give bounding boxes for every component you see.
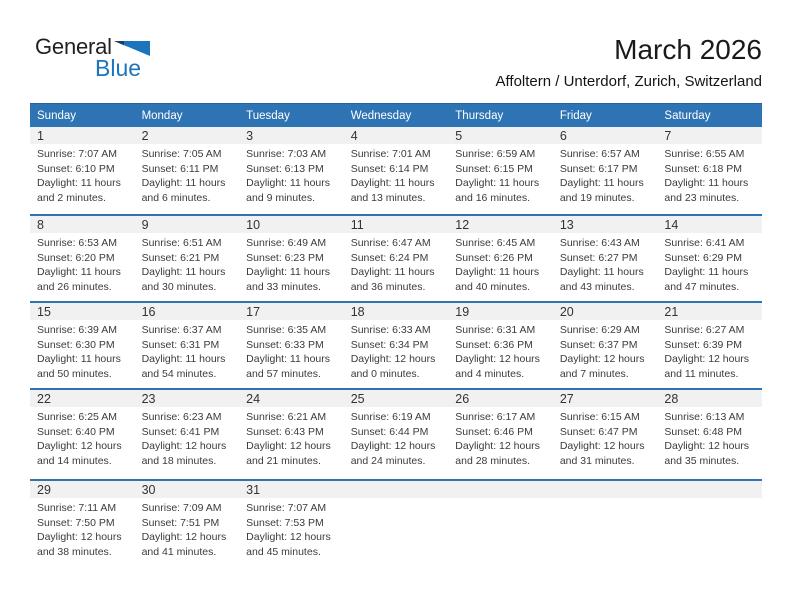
- day-cell: [239, 390, 344, 479]
- daylight-text: Daylight: 12 hours and 0 minutes.: [350, 353, 436, 380]
- sunset-text: Sunset: 6:43 PM: [246, 425, 324, 438]
- day-details: [135, 407, 240, 468]
- sunrise-text: Sunrise: 6:37 AM: [141, 324, 222, 336]
- day-details: [30, 320, 135, 381]
- day-details: [344, 407, 449, 468]
- sunset-text: Sunset: 7:53 PM: [246, 516, 324, 529]
- sunrise-text: Sunrise: 6:19 AM: [350, 411, 431, 423]
- daylight-text: Daylight: 11 hours and 23 minutes.: [664, 177, 749, 204]
- day-details: [30, 233, 135, 294]
- weekday-header-tuesday: Tuesday: [246, 109, 290, 122]
- day-number: 12: [455, 218, 470, 232]
- day-details: [239, 498, 344, 559]
- day-details: [344, 233, 449, 294]
- sunrise-text: Sunrise: 6:55 AM: [664, 148, 745, 160]
- day-details: [135, 233, 240, 294]
- daylight-text: Daylight: 12 hours and 24 minutes.: [350, 440, 436, 467]
- page-title: March 2026: [614, 34, 762, 65]
- day-cell: [448, 390, 553, 479]
- day-number: 11: [350, 218, 364, 232]
- day-cell: [657, 303, 762, 388]
- week-row: [30, 479, 762, 571]
- logo-text-general: [35, 34, 150, 59]
- sunrise-text: Sunrise: 6:35 AM: [246, 324, 327, 336]
- daylight-text: Daylight: 11 hours and 36 minutes.: [350, 266, 435, 293]
- sunset-text: Sunset: 6:17 PM: [559, 162, 638, 175]
- sunset-text: Sunset: 7:50 PM: [37, 516, 115, 529]
- sunrise-text: Sunrise: 6:57 AM: [559, 148, 640, 160]
- week-row: [30, 127, 762, 214]
- empty-cell: [344, 481, 449, 571]
- daylight-text: Daylight: 11 hours and 57 minutes.: [246, 353, 330, 380]
- daylight-text: Daylight: 11 hours and 6 minutes.: [141, 177, 226, 204]
- week-row: [30, 301, 762, 388]
- day-cell: [135, 127, 240, 214]
- day-number: 16: [141, 305, 156, 319]
- day-cell: [135, 481, 240, 571]
- sunset-text: Sunset: 6:44 PM: [350, 425, 429, 438]
- daylight-text: Daylight: 11 hours and 33 minutes.: [246, 266, 330, 293]
- sunset-text: Sunset: 6:29 PM: [664, 251, 743, 264]
- sunrise-text: Sunrise: 6:33 AM: [350, 324, 431, 336]
- sunset-text: Sunset: 6:46 PM: [455, 425, 533, 438]
- day-number: 28: [664, 392, 679, 406]
- empty-cell: [448, 481, 553, 571]
- sunrise-text: Sunrise: 7:03 AM: [246, 148, 327, 160]
- sunset-text: Sunset: 6:18 PM: [664, 162, 743, 175]
- day-number: 18: [350, 305, 365, 319]
- daylight-text: Daylight: 12 hours and 4 minutes.: [455, 353, 540, 380]
- day-cell: [344, 216, 449, 301]
- day-details: [30, 407, 135, 468]
- daylight-text: Daylight: 11 hours and 16 minutes.: [455, 177, 540, 204]
- day-number: 6: [559, 129, 567, 143]
- sunset-text: Sunset: 6:23 PM: [246, 251, 324, 264]
- day-number: 22: [37, 392, 51, 406]
- sunrise-text: Sunrise: 6:41 AM: [664, 237, 745, 249]
- sunrise-text: Sunrise: 6:17 AM: [455, 411, 536, 423]
- day-number: 24: [246, 392, 261, 406]
- day-number: 14: [664, 218, 679, 232]
- sunrise-text: Sunrise: 6:59 AM: [455, 148, 536, 160]
- sunrise-text: Sunrise: 6:23 AM: [141, 411, 222, 423]
- sunset-text: Sunset: 6:41 PM: [141, 425, 220, 438]
- sunset-text: Sunset: 6:39 PM: [664, 338, 743, 351]
- weekday-header-saturday: Saturday: [664, 109, 711, 122]
- sunset-text: Sunset: 6:27 PM: [559, 251, 638, 264]
- day-number: 17: [246, 305, 261, 319]
- daylight-text: Daylight: 12 hours and 38 minutes.: [37, 531, 122, 558]
- day-details: [553, 233, 658, 294]
- daylight-text: Daylight: 12 hours and 11 minutes.: [664, 353, 750, 380]
- sunset-text: Sunset: 6:37 PM: [559, 338, 638, 351]
- day-cell: [30, 127, 135, 214]
- sunset-text: Sunset: 6:20 PM: [37, 251, 115, 264]
- day-number: 15: [37, 305, 51, 319]
- daylight-text: Daylight: 11 hours and 54 minutes.: [141, 353, 226, 380]
- day-details: [448, 320, 553, 381]
- sunset-text: Sunset: 7:51 PM: [141, 516, 220, 529]
- day-details: [553, 407, 658, 468]
- day-cell: [657, 127, 762, 214]
- day-cell: [553, 216, 658, 301]
- day-details: [344, 144, 449, 205]
- sunset-text: Sunset: 6:30 PM: [37, 338, 115, 351]
- day-cell: [30, 303, 135, 388]
- week-row: [30, 214, 762, 301]
- day-details: [135, 320, 240, 381]
- day-number: 5: [455, 129, 463, 143]
- day-cell: [135, 216, 240, 301]
- sunrise-text: Sunrise: 7:11 AM: [37, 502, 117, 514]
- day-details: [448, 233, 553, 294]
- sunrise-text: Sunrise: 6:39 AM: [37, 324, 117, 336]
- weekday-header-wednesday: Wednesday: [350, 109, 412, 122]
- daylight-text: Daylight: 12 hours and 14 minutes.: [37, 440, 122, 467]
- sunset-text: Sunset: 6:14 PM: [350, 162, 429, 175]
- sunset-text: Sunset: 6:40 PM: [37, 425, 115, 438]
- sunrise-text: Sunrise: 6:31 AM: [455, 324, 536, 336]
- daylight-text: Daylight: 11 hours and 26 minutes.: [37, 266, 121, 293]
- week-row: [30, 388, 762, 479]
- weekday-header-row: [30, 103, 762, 127]
- sunset-text: Sunset: 6:26 PM: [455, 251, 533, 264]
- sunrise-text: Sunrise: 6:51 AM: [141, 237, 222, 249]
- sunset-text: Sunset: 6:21 PM: [141, 251, 220, 264]
- sunrise-text: Sunrise: 6:21 AM: [246, 411, 327, 423]
- day-cell: [448, 127, 553, 214]
- day-cell: [657, 390, 762, 479]
- day-details: [448, 144, 553, 205]
- day-number: 13: [559, 218, 574, 232]
- day-cell: [239, 216, 344, 301]
- day-number: 31: [246, 483, 261, 497]
- weekday-header-thursday: Thursday: [455, 109, 504, 122]
- day-details: [657, 407, 762, 468]
- general-blue-logo: [35, 34, 150, 81]
- sunset-text: Sunset: 6:36 PM: [455, 338, 533, 351]
- daylight-text: Daylight: 11 hours and 50 minutes.: [37, 353, 121, 380]
- sunrise-text: Sunrise: 6:45 AM: [455, 237, 536, 249]
- day-number: 9: [141, 218, 149, 232]
- day-number: 20: [559, 305, 574, 319]
- day-details: [657, 144, 762, 205]
- sunrise-text: Sunrise: 7:09 AM: [141, 502, 222, 514]
- logo-word-blue: Blue: [95, 55, 142, 81]
- day-cell: [344, 303, 449, 388]
- day-cell: [553, 303, 658, 388]
- day-number: 21: [664, 305, 679, 319]
- day-details: [135, 498, 240, 559]
- sunrise-text: Sunrise: 6:47 AM: [350, 237, 431, 249]
- sunrise-text: Sunrise: 6:25 AM: [37, 411, 117, 423]
- sunrise-text: Sunrise: 7:01 AM: [350, 148, 431, 160]
- calendar-weeks: [30, 127, 762, 571]
- sunrise-text: Sunrise: 6:15 AM: [559, 411, 640, 423]
- day-number: 23: [141, 392, 156, 406]
- sunrise-text: Sunrise: 6:27 AM: [664, 324, 745, 336]
- day-number: 1: [37, 129, 44, 143]
- sunset-text: Sunset: 6:10 PM: [37, 162, 115, 175]
- daylight-text: Daylight: 11 hours and 19 minutes.: [559, 177, 644, 204]
- daylight-text: Daylight: 12 hours and 31 minutes.: [559, 440, 645, 467]
- sunrise-text: Sunrise: 6:43 AM: [559, 237, 640, 249]
- day-cell: [448, 303, 553, 388]
- daylight-text: Daylight: 12 hours and 21 minutes.: [246, 440, 331, 467]
- daylight-text: Daylight: 11 hours and 30 minutes.: [141, 266, 226, 293]
- title-block: [496, 34, 763, 90]
- daylight-text: Daylight: 11 hours and 2 minutes.: [37, 177, 121, 204]
- day-cell: [30, 481, 135, 571]
- sunrise-text: Sunrise: 7:07 AM: [37, 148, 117, 160]
- day-details: [30, 144, 135, 205]
- day-details: [553, 320, 658, 381]
- day-details: [657, 233, 762, 294]
- day-number: 3: [246, 129, 254, 143]
- sunset-text: Sunset: 6:33 PM: [246, 338, 324, 351]
- day-number: 4: [350, 129, 358, 143]
- sunrise-text: Sunrise: 6:53 AM: [37, 237, 117, 249]
- sunset-text: Sunset: 6:48 PM: [664, 425, 743, 438]
- day-number: 10: [246, 218, 261, 232]
- day-details: [30, 498, 135, 559]
- sunrise-text: Sunrise: 6:29 AM: [559, 324, 640, 336]
- sunset-text: Sunset: 6:11 PM: [141, 162, 219, 175]
- sunrise-text: Sunrise: 7:05 AM: [141, 148, 222, 160]
- day-number: 8: [37, 218, 44, 232]
- day-number: 25: [350, 392, 365, 406]
- day-details: [239, 407, 344, 468]
- sunset-text: Sunset: 6:31 PM: [141, 338, 220, 351]
- day-cell: [135, 390, 240, 479]
- sunrise-text: Sunrise: 6:13 AM: [664, 411, 745, 423]
- daylight-text: Daylight: 11 hours and 40 minutes.: [455, 266, 540, 293]
- day-details: [344, 320, 449, 381]
- day-cell: [553, 390, 658, 479]
- weekday-header-sunday: Sunday: [37, 109, 77, 122]
- day-cell: [448, 216, 553, 301]
- day-cell: [344, 127, 449, 214]
- day-number: 19: [455, 305, 470, 319]
- day-cell: [344, 390, 449, 479]
- day-number: 2: [141, 129, 149, 143]
- day-details: [239, 144, 344, 205]
- daylight-text: Daylight: 12 hours and 18 minutes.: [141, 440, 227, 467]
- daylight-text: Daylight: 11 hours and 9 minutes.: [246, 177, 330, 204]
- sunset-text: Sunset: 6:24 PM: [350, 251, 429, 264]
- calendar-table: [30, 103, 762, 571]
- sunset-text: Sunset: 6:15 PM: [455, 162, 533, 175]
- day-number: 27: [559, 392, 574, 406]
- day-details: [657, 320, 762, 381]
- day-details: [448, 407, 553, 468]
- day-details: [135, 144, 240, 205]
- day-cell: [657, 216, 762, 301]
- day-number: 30: [141, 483, 156, 497]
- day-details: [239, 233, 344, 294]
- day-number: 29: [37, 483, 51, 497]
- day-number: 26: [455, 392, 470, 406]
- daylight-text: Daylight: 12 hours and 35 minutes.: [664, 440, 750, 467]
- day-cell: [30, 216, 135, 301]
- page-subtitle: Affoltern / Unterdorf, Zurich, Switzerland: [495, 73, 762, 90]
- sunset-text: Sunset: 6:13 PM: [246, 162, 324, 175]
- daylight-text: Daylight: 11 hours and 13 minutes.: [350, 177, 435, 204]
- day-cell: [239, 481, 344, 571]
- logo-word-general: General: [35, 34, 112, 59]
- daylight-text: Daylight: 11 hours and 47 minutes.: [664, 266, 749, 293]
- daylight-text: Daylight: 12 hours and 28 minutes.: [455, 440, 540, 467]
- sunrise-text: Sunrise: 6:49 AM: [246, 237, 327, 249]
- day-cell: [239, 127, 344, 214]
- day-cell: [135, 303, 240, 388]
- daylight-text: Daylight: 12 hours and 7 minutes.: [559, 353, 645, 380]
- empty-cell: [657, 481, 762, 571]
- sunset-text: Sunset: 6:34 PM: [350, 338, 429, 351]
- day-details: [239, 320, 344, 381]
- sunrise-text: Sunrise: 7:07 AM: [246, 502, 327, 514]
- day-cell: [553, 127, 658, 214]
- daylight-text: Daylight: 12 hours and 45 minutes.: [246, 531, 331, 558]
- weekday-header-monday: Monday: [141, 109, 183, 122]
- day-cell: [30, 390, 135, 479]
- daylight-text: Daylight: 12 hours and 41 minutes.: [141, 531, 227, 558]
- sunset-text: Sunset: 6:47 PM: [559, 425, 638, 438]
- logo-triangle-navy: [114, 41, 124, 45]
- day-number: 7: [664, 129, 672, 143]
- day-details: [553, 144, 658, 205]
- empty-cell: [553, 481, 658, 571]
- day-cell: [239, 303, 344, 388]
- weekday-header-friday: Friday: [559, 109, 592, 122]
- daylight-text: Daylight: 11 hours and 43 minutes.: [559, 266, 644, 293]
- logo-triangle-icon: [114, 41, 150, 56]
